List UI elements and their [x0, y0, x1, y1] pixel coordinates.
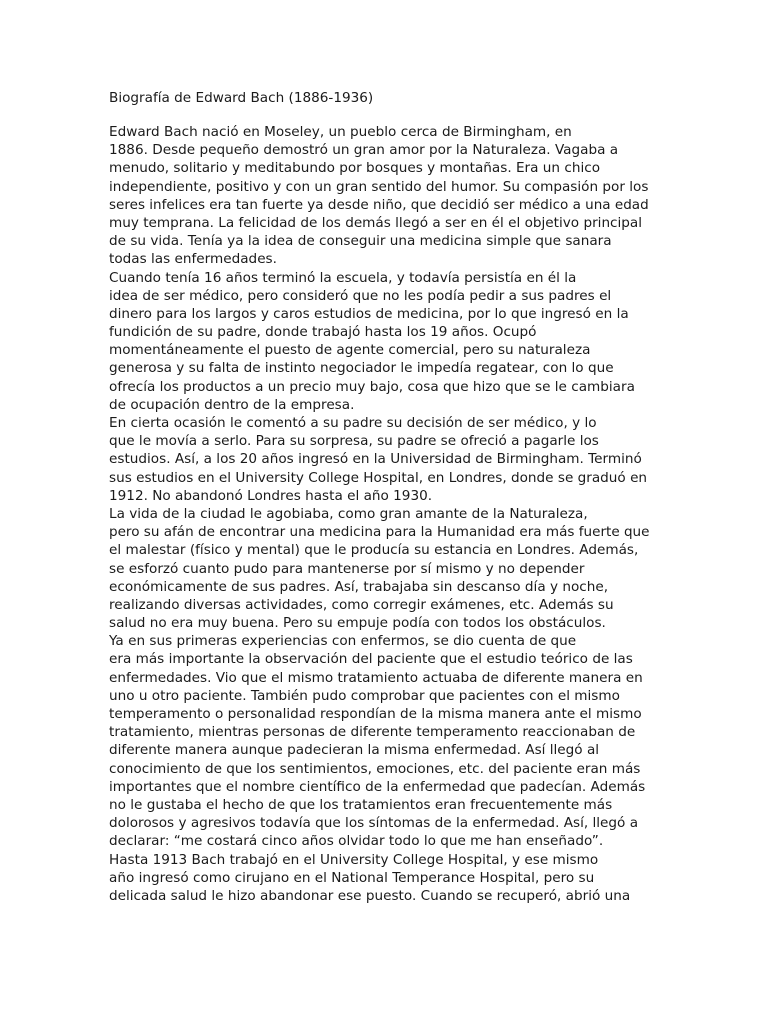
text-line: importantes que el nombre científico de la enfermedad que padecían. Además: [109, 778, 646, 795]
text-line: La vida de la ciudad le agobiaba, como gran amante de la Naturaleza,: [109, 505, 588, 522]
text-line: Hasta 1913 Bach trabajó en el University College Hospital, y ese mismo: [109, 851, 599, 868]
text-line: declarar: “me costará cinco años olvidar todo lo que me han enseñado”.: [109, 833, 604, 850]
text-line: estudios. Así, a los 20 años ingresó en la Universidad de Birmingham. Terminó: [109, 451, 642, 468]
text-line: dinero para los largos y caros estudios de medicina, por lo que ingresó en la: [109, 305, 629, 322]
text-line: pero su afán de encontrar una medicina para la Humanidad era más fuerte que: [109, 524, 650, 541]
text-line: era más importante la observación del paciente que el estudio teórico de las: [109, 651, 633, 668]
text-line: de ocupación dentro de la empresa.: [109, 396, 355, 413]
text-line: se esforzó cuanto pudo para mantenerse por sí mismo y no depender: [109, 560, 585, 577]
text-line: conocimiento de que los sentimientos, emociones, etc. del paciente eran más: [109, 760, 641, 777]
text-line: generosa y su falta de instinto negociador le impedía regatear, con lo que: [109, 360, 614, 377]
text-line: momentáneamente el puesto de agente comercial, pero su naturaleza: [109, 342, 591, 359]
text-line: En cierta ocasión le comentó a su padre su decisión de ser médico, y lo: [109, 415, 597, 431]
text-line: idea de ser médico, pero consideró que no les podía pedir a sus padres el: [109, 287, 612, 304]
text-line: 1886. Desde pequeño demostró un gran amor por la Naturaleza. Vagaba a: [109, 142, 619, 159]
text-line: enfermedades. Vio que el mismo tratamiento actuaba de diferente manera en: [109, 669, 643, 686]
text-line: salud no era muy buena. Pero su empuje podía con todos los obstáculos.: [109, 615, 606, 632]
text-line: económicamente de sus padres. Así, trabajaba sin descanso día y noche,: [109, 578, 609, 595]
text-line: diferente manera aunque padecieran la misma enfermedad. Así llegó al: [109, 742, 600, 759]
text-line: uno u otro paciente. También pudo comprobar que pacientes con el mismo: [109, 687, 620, 704]
document-body: [109, 123, 649, 905]
text-line: delicada salud le hizo abandonar ese puesto. Cuando se recuperó, abrió una: [109, 887, 631, 904]
text-line: sus estudios en el University College Hospital, en Londres, donde se graduó en: [109, 469, 648, 486]
text-line: todas las enfermedades.: [109, 251, 277, 268]
text-line: dolorosos y agresivos todavía que los síntomas de la enfermedad. Así, llegó a: [109, 815, 639, 832]
text-line: independiente, positivo y con un gran sentido del humor. Su compasión por los: [109, 178, 649, 195]
text-line: el malestar (físico y mental) que le producía su estancia en Londres. Además,: [109, 542, 639, 559]
text-line: seres infelices era tan fuerte ya desde niño, que decidió ser médico a una edad: [109, 196, 649, 213]
text-line: Ya en sus primeras experiencias con enfermos, se dio cuenta de que: [109, 633, 577, 650]
text-line: realizando diversas actividades, como corregir exámenes, etc. Además su: [109, 596, 614, 613]
text-line: temperamento o personalidad respondían de la misma manera ante el mismo: [109, 706, 642, 722]
text-line: ofrecía los productos a un precio muy bajo, cosa que hizo que se le cambiara: [109, 378, 635, 395]
text-line: de su vida. Tenía ya la idea de conseguir una medicina simple que sanara: [109, 233, 612, 250]
text-line: 1912. No abandonó Londres hasta el año 1930.: [109, 487, 433, 504]
text-line: que le movía a serlo. Para su sorpresa, su padre se ofreció a pagarle los: [109, 433, 599, 450]
text-line: año ingresó como cirujano en el National Temperance Hospital, pero su: [109, 869, 595, 886]
text-line: fundición de su padre, donde trabajó hasta los 19 años. Ocupó: [109, 324, 537, 341]
text-line: muy temprana. La felicidad de los demás llegó a ser en él el objetivo principal: [109, 214, 643, 231]
text-line: Cuando tenía 16 años terminó la escuela, y todavía persistía en él la: [109, 269, 577, 286]
text-line: tratamiento, mientras personas de diferente temperamento reaccionaban de: [109, 724, 636, 741]
text-line: menudo, solitario y meditabundo por bosques y montañas. Era un chico: [109, 160, 601, 177]
text-line: Edward Bach nació en Moseley, un pueblo cerca de Birmingham, en: [109, 124, 572, 140]
document-title: Biografía de Edward Bach (1886-1936): [109, 90, 374, 106]
text-line: no le gustaba el hecho de que los tratamientos eran frecuentemente más: [109, 796, 613, 813]
